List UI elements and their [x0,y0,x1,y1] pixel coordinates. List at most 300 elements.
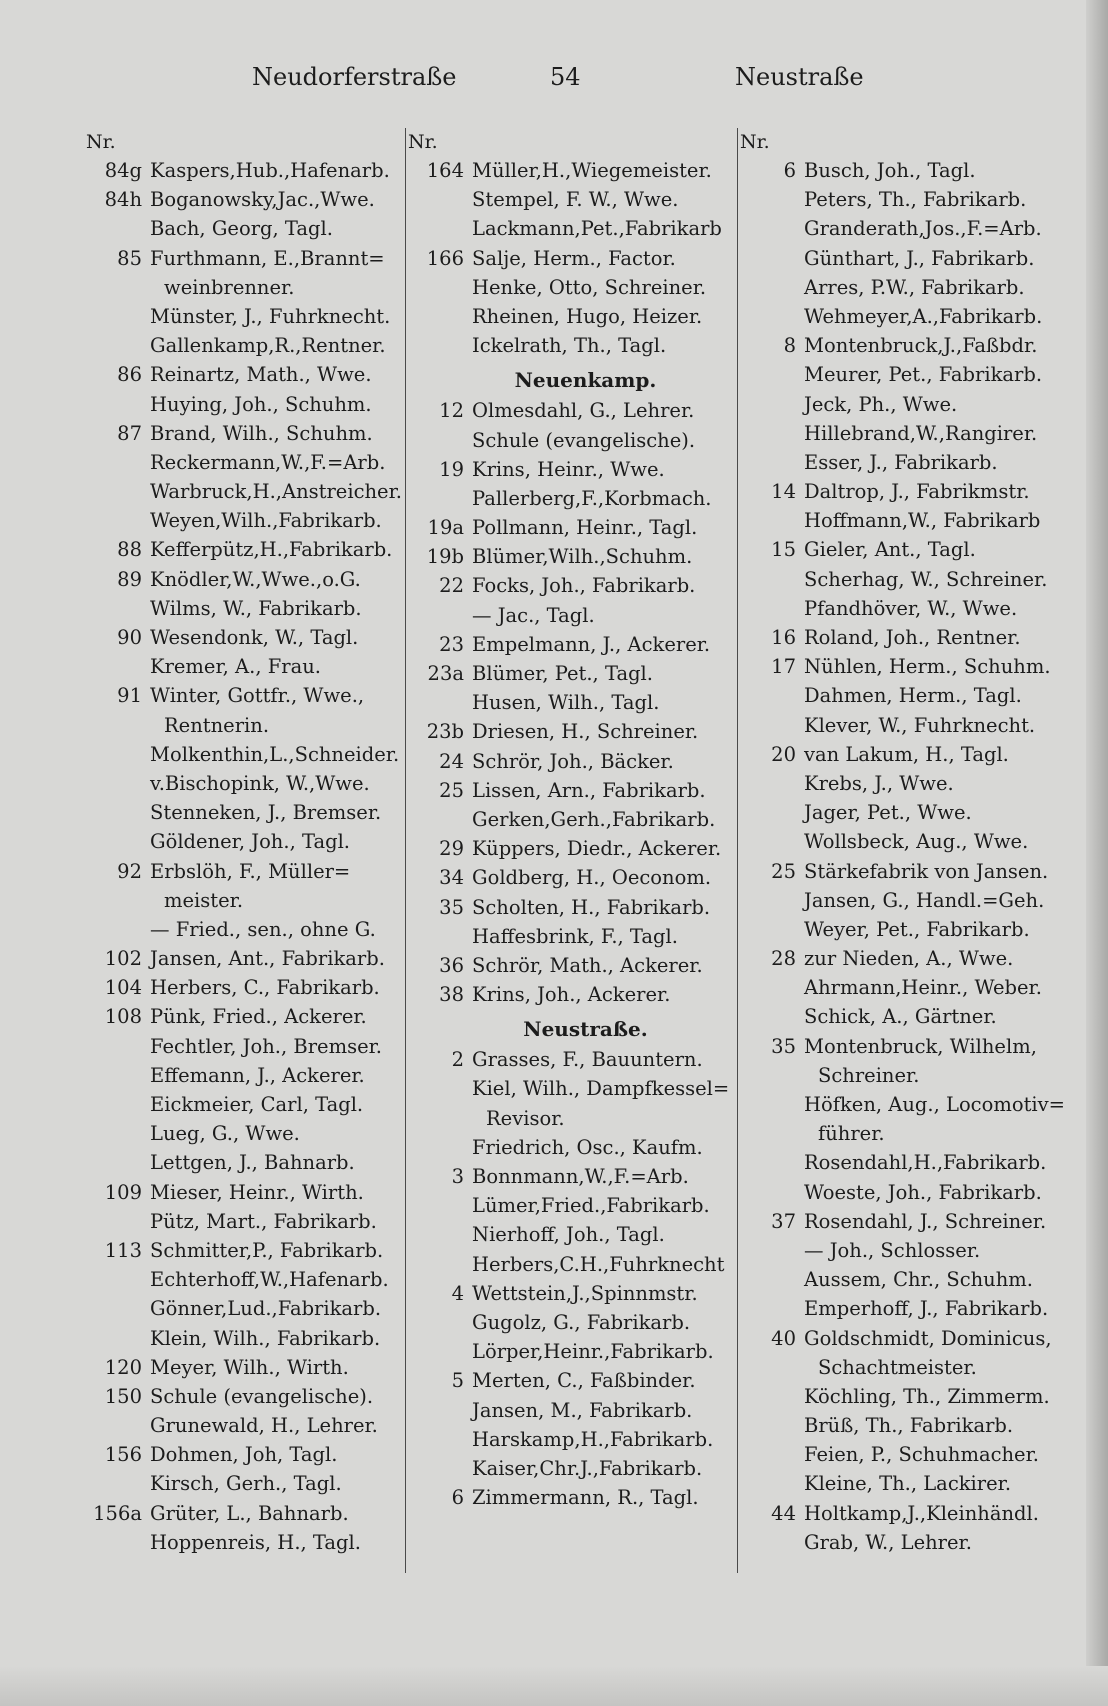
house-number [86,331,150,360]
directory-entry [86,886,406,915]
resident-entry: Lackmann,Pet.,Fabrikarb [472,217,722,241]
resident-entry: Herbers, C., Fabrikarb. [150,976,380,1000]
directory-entry [740,506,1085,535]
resident-entry: Müller,H.,Wiegemeister. [472,159,712,182]
resident-entry: Haffesbrink, F., Tagl. [472,924,678,948]
house-number [408,1104,472,1133]
house-number [740,1294,804,1323]
house-number [408,1454,472,1483]
house-number [408,1337,472,1366]
directory-entry [740,1499,1085,1528]
house-number [86,1265,150,1294]
directory-entry [86,1353,406,1382]
directory-entry [408,1133,733,1162]
house-number [740,594,804,623]
resident-entry: Winter, Gottfr., Wwe., [150,684,365,708]
resident-entry: — Fried., sen., ohne G. [150,917,376,941]
directory-entry [86,769,406,798]
directory-entry [86,798,406,827]
directory-entry [408,542,733,571]
directory-entry [86,331,406,360]
resident-entry: Günthart, J., Fabrikarb. [804,246,1035,270]
house-number [408,331,472,360]
column-1 [86,128,406,1557]
resident-entry: Jansen, M., Fabrikarb. [472,1398,693,1422]
directory-entry [86,302,406,331]
resident-entry: Lettgen, J., Bahnarb. [150,1151,355,1175]
resident-entry: Pfandhöver, W., Wwe. [804,596,1018,620]
house-number [86,827,150,856]
directory-entry [408,426,733,455]
directory-entry [408,455,733,484]
directory-entry [408,244,733,273]
directory-entry [86,1178,406,1207]
house-number [86,769,150,798]
directory-entry [86,973,406,1002]
house-number [740,1411,804,1440]
resident-entry: Rheinen, Hugo, Heizer. [472,304,703,328]
directory-entry [408,601,733,630]
house-number: 38 [439,983,464,1007]
directory-entry [408,396,733,425]
resident-entry: Lueg, G., Wwe. [150,1122,300,1146]
resident-entry: Ickelrath, Th., Tagl. [472,334,667,358]
resident-entry: Meyer, Wilh., Wirth. [150,1355,349,1379]
directory-entry [86,1440,406,1469]
resident-entry: Busch, Joh., Tagl. [804,159,976,182]
house-number: 156a [93,1501,142,1525]
resident-entry: Henke, Otto, Schreiner. [472,275,707,299]
house-number: 34 [439,866,464,890]
resident-entry: Kiel, Wilh., Dampfkessel= [472,1077,730,1101]
directory-entry [86,419,406,448]
resident-entry: Holtkamp,J.,Kleinhändl. [804,1501,1039,1525]
resident-entry: Rosendahl,H.,Fabrikarb. [804,1151,1047,1175]
directory-entry [740,1090,1085,1119]
house-number [86,477,150,506]
house-number [86,740,150,769]
directory-entry [740,886,1085,915]
house-number [740,390,804,419]
resident-entry: Jager, Pet., Wwe. [804,801,972,825]
resident-entry: Montenbruck,J.,Faßbdr. [804,334,1038,358]
house-number: 104 [104,976,142,1000]
directory-entry [740,623,1085,652]
resident-entry: Gerken,Gerh.,Fabrikarb. [472,807,716,831]
directory-entry [740,1324,1085,1353]
column-3 [740,128,1085,1557]
resident-entry: Pünk, Fried., Ackerer. [150,1005,367,1029]
house-number [86,886,150,915]
house-number [740,711,804,740]
house-number [408,214,472,243]
resident-entry: Daltrop, J., Fabrikmstr. [804,480,1030,504]
directory-entry [408,1454,733,1483]
resident-entry: Klever, W., Fuhrknecht. [804,713,1036,737]
directory-entry [740,535,1085,564]
resident-entry: Driesen, H., Schreiner. [472,720,699,744]
directory-entry [86,827,406,856]
directory-entry [740,1207,1085,1236]
resident-entry: Höfken, Aug., Locomotiv= [804,1093,1066,1116]
resident-entry: Reckermann,W.,F.=Arb. [150,450,386,474]
directory-entry [86,244,406,273]
house-number: 16 [771,626,796,649]
directory-entry [740,915,1085,944]
directory-entry [86,1207,406,1236]
directory-entry [408,980,733,1009]
directory-entry [740,1178,1085,1207]
resident-entry: Grüter, L., Bahnarb. [150,1501,349,1525]
house-number: 113 [104,1238,142,1262]
resident-entry: Effemann, J., Ackerer. [150,1063,365,1087]
house-number [740,798,804,827]
directory-entry [740,681,1085,710]
directory-entry [86,681,406,710]
house-number [740,827,804,856]
directory-entry [408,1483,733,1512]
resident-entry: Revisor. [486,1106,565,1130]
directory-entry [408,1366,733,1395]
house-number [740,419,804,448]
house-number [86,1090,150,1119]
house-number [86,1119,150,1148]
resident-entry: Empelmann, J., Ackerer. [472,632,711,656]
directory-entry [740,565,1085,594]
house-number [740,302,804,331]
house-number [740,1382,804,1411]
house-number: 166 [426,246,464,270]
resident-entry: v.Bischopink, W.,Wwe. [150,771,370,795]
resident-entry: zur Nieden, A., Wwe. [804,947,1014,971]
house-number: 12 [439,399,464,423]
directory-entry [740,857,1085,886]
nr-column-header: Nr. [408,131,438,153]
directory-entry [408,1396,733,1425]
resident-entry: Hoppenreis, H., Tagl. [150,1530,361,1554]
resident-entry: Nühlen, Herm., Schuhm. [804,655,1051,679]
house-number: 109 [104,1180,142,1204]
directory-entry [740,1061,1085,1090]
house-number [86,1294,150,1323]
directory-entry [408,273,733,302]
resident-entry: weinbrenner. [164,275,295,299]
house-number: 25 [771,859,796,883]
directory-entry [408,156,733,185]
directory-entry [86,390,406,419]
house-number [740,1002,804,1031]
directory-entry [740,419,1085,448]
house-number [86,214,150,243]
page-number: 54 [550,63,581,91]
house-number: 25 [439,778,464,802]
house-number [86,1061,150,1090]
resident-entry: Bach, Georg, Tagl. [150,217,333,241]
directory-entry [86,360,406,389]
house-number: 29 [439,837,464,861]
resident-entry: Harskamp,H.,Fabrikarb. [472,1427,714,1451]
resident-entry: Nierhoff, Joh., Tagl. [472,1223,665,1247]
directory-entry [740,973,1085,1002]
resident-entry: Kleine, Th., Lackirer. [804,1472,1012,1496]
house-number [740,1469,804,1498]
directory-entry [740,1294,1085,1323]
directory-entry [740,1528,1085,1557]
house-number: 17 [771,655,796,679]
house-number: 6 [783,159,796,182]
resident-entry: Esser, J., Fabrikarb. [804,450,998,474]
resident-entry: Schrör, Math., Ackerer. [472,953,703,977]
house-number [740,1353,804,1382]
resident-entry: Rentnerin. [164,713,270,737]
house-number: 15 [771,538,796,562]
resident-entry: Jeck, Ph., Wwe. [804,392,958,416]
running-head-right: Neustraße [735,63,864,91]
resident-entry: Merten, C., Faßbinder. [472,1369,696,1393]
house-number [740,1528,804,1557]
nr-column-header: Nr. [86,131,116,153]
house-number: 150 [104,1384,142,1408]
resident-entry: Jansen, Ant., Fabrikarb. [150,947,385,971]
directory-entry [86,857,406,886]
resident-entry: Blümer, Pet., Tagl. [472,662,653,685]
house-number: 40 [771,1326,796,1350]
house-number [740,448,804,477]
house-number: 6 [451,1486,464,1510]
directory-entry [740,1119,1085,1148]
resident-entry: Jansen, G., Handl.=Geh. [804,888,1045,912]
directory-entry [740,798,1085,827]
resident-entry: Weyen,Wilh.,Fabrikarb. [150,509,382,533]
directory-entry [740,944,1085,973]
directory-entry [86,711,406,740]
resident-entry: Roland, Joh., Rentner. [804,626,1021,649]
resident-entry: Blümer,Wilh.,Schuhm. [472,545,693,569]
resident-entry: Stempel, F. W., Wwe. [472,188,679,212]
resident-entry: führer. [818,1122,885,1146]
resident-entry: Weyer, Pet., Fabrikarb. [804,917,1030,941]
resident-entry: Lissen, Arn., Fabrikarb. [472,778,706,802]
directory-entry [408,1308,733,1337]
resident-entry: Brüß, Th., Fabrikarb. [804,1414,1014,1438]
house-number [408,484,472,513]
directory-entry [740,827,1085,856]
house-number [86,1148,150,1177]
resident-entry: Stärkefabrik von Jansen. [804,859,1049,883]
street-section-heading: Neustraße. [523,1017,648,1042]
house-number [740,273,804,302]
resident-entry: Dahmen, Herm., Tagl. [804,684,1022,708]
house-number: 23a [427,662,464,685]
house-number: 108 [104,1005,142,1029]
house-number: 4 [451,1281,464,1305]
directory-entry [408,688,733,717]
resident-entry: Herbers,C.H.,Fuhrknecht [472,1252,725,1276]
resident-entry: Lörper,Heinr.,Fabrikarb. [472,1340,714,1364]
directory-entry [408,571,733,600]
directory-entry [408,1220,733,1249]
resident-entry: Eickmeier, Carl, Tagl. [150,1093,364,1116]
house-number [86,1324,150,1353]
running-head-left: Neudorferstraße [252,63,457,91]
directory-entry [86,185,406,214]
house-number: 8 [783,334,796,358]
directory-entry [740,360,1085,389]
resident-entry: Warbruck,H.,Anstreicher. [150,480,402,504]
directory-entry [740,711,1085,740]
house-number: 5 [451,1369,464,1393]
resident-entry: Pütz, Mart., Fabrikarb. [150,1209,377,1233]
resident-entry: — Jac., Tagl. [472,603,595,627]
directory-entry [408,1337,733,1366]
house-number [408,426,472,455]
directory-entry [86,915,406,944]
house-number: 19b [426,545,464,569]
directory-entry [408,331,733,360]
house-number [740,1119,804,1148]
resident-entry: Pallerberg,F.,Korbmach. [472,486,712,510]
directory-entry [408,185,733,214]
directory-entry [408,893,733,922]
house-number [86,798,150,827]
resident-entry: Bonnmann,W.,F.=Arb. [472,1165,689,1188]
house-number [86,711,150,740]
resident-entry: Emperhoff, J., Fabrikarb. [804,1297,1049,1321]
house-number [408,922,472,951]
resident-entry: Fechtler, Joh., Bremser. [150,1034,382,1058]
directory-entry [408,834,733,863]
house-number [408,805,472,834]
directory-entry [740,1236,1085,1265]
house-number [408,273,472,302]
directory-entry [408,214,733,243]
resident-entry: Erbslöh, F., Müller= [150,859,351,883]
resident-entry: Schick, A., Gärtner. [804,1005,997,1029]
house-number [86,652,150,681]
house-number: 164 [426,159,464,182]
resident-entry: meister. [164,888,244,912]
house-number [740,1440,804,1469]
house-number: 22 [439,574,464,598]
resident-entry: Küppers, Diedr., Ackerer. [472,837,722,861]
house-number [740,360,804,389]
resident-entry: Focks, Joh., Fabrikarb. [472,574,696,598]
directory-entry [86,156,406,185]
directory-entry [740,273,1085,302]
resident-entry: Huying, Joh., Schuhm. [150,392,372,416]
resident-entry: Kefferpütz,H.,Fabrikarb. [150,538,393,562]
house-number [408,1133,472,1162]
resident-entry: Husen, Wilh., Tagl. [472,691,660,715]
house-number: 84g [104,159,142,182]
house-number: 87 [117,421,142,445]
directory-entry [740,769,1085,798]
directory-entry [408,484,733,513]
directory-entry [408,951,733,980]
house-number [740,681,804,710]
resident-entry: Hoffmann,W., Fabrikarb [804,509,1041,533]
directory-entry [740,740,1085,769]
resident-entry: Granderath,Jos.,F.=Arb. [804,217,1042,241]
resident-entry: Rosendahl, J., Schreiner. [804,1209,1047,1233]
resident-entry: Grunewald, H., Lehrer. [150,1414,378,1438]
resident-entry: Schule (evangelische). [472,428,696,452]
house-number [408,1250,472,1279]
directory-entry [740,1002,1085,1031]
directory-entry [86,594,406,623]
directory-entry [740,1032,1085,1061]
directory-entry [86,623,406,652]
house-number: 35 [439,895,464,919]
directory-entry [740,331,1085,360]
directory-entry [740,185,1085,214]
resident-entry: Montenbruck, Wilhelm, [804,1034,1037,1058]
directory-entry [408,1045,733,1074]
house-number [740,1178,804,1207]
house-number [740,1148,804,1177]
house-number: 19a [427,516,464,540]
resident-entry: Pollmann, Heinr., Tagl. [472,516,698,540]
directory-entry [86,448,406,477]
house-number: 23 [439,632,464,656]
resident-entry: Kremer, A., Frau. [150,655,321,679]
directory-entry [86,1236,406,1265]
resident-entry: van Lakum, H., Tagl. [804,742,1009,766]
house-number [740,1090,804,1119]
directory-entry [408,1250,733,1279]
house-number [740,769,804,798]
resident-entry: Scholten, H., Fabrikarb. [472,895,711,919]
resident-entry: Krebs, J., Wwe. [804,771,954,795]
house-number [740,1061,804,1090]
house-number: 89 [117,567,142,591]
house-number: 2 [451,1048,464,1072]
directory-entry [740,244,1085,273]
house-number: 28 [771,947,796,971]
directory-entry [86,1119,406,1148]
directory-entry [408,1104,733,1133]
directory-entry [408,805,733,834]
resident-entry: Gönner,Lud.,Fabrikarb. [150,1297,382,1321]
resident-entry: Schreiner. [818,1063,920,1087]
resident-entry: Olmesdahl, G., Lehrer. [472,399,695,423]
resident-entry: Meurer, Pet., Fabrikarb. [804,363,1043,387]
house-number [86,302,150,331]
scan-edge [1086,0,1108,1706]
resident-entry: Mieser, Heinr., Wirth. [150,1180,364,1204]
house-number [740,1265,804,1294]
directory-entry [740,1469,1085,1498]
resident-entry: Krins, Heinr., Wwe. [472,457,665,481]
resident-entry: Gugolz, G., Fabrikarb. [472,1310,691,1334]
resident-entry: Ahrmann,Heinr., Weber. [804,976,1042,1000]
directory-entry [408,863,733,892]
directory-entry [86,506,406,535]
resident-entry: Göldener, Joh., Tagl. [150,830,350,854]
directory-entry [740,1265,1085,1294]
house-number [740,973,804,1002]
resident-entry: Reinartz, Math., Wwe. [150,363,372,387]
directory-entry [408,1279,733,1308]
house-number [408,1425,472,1454]
directory-entry [740,594,1085,623]
house-number: 23b [426,720,464,744]
directory-entry [86,565,406,594]
house-number: 156 [104,1443,142,1467]
house-number [86,448,150,477]
column-divider [737,128,738,1573]
resident-entry: Gieler, Ant., Tagl. [804,538,976,562]
